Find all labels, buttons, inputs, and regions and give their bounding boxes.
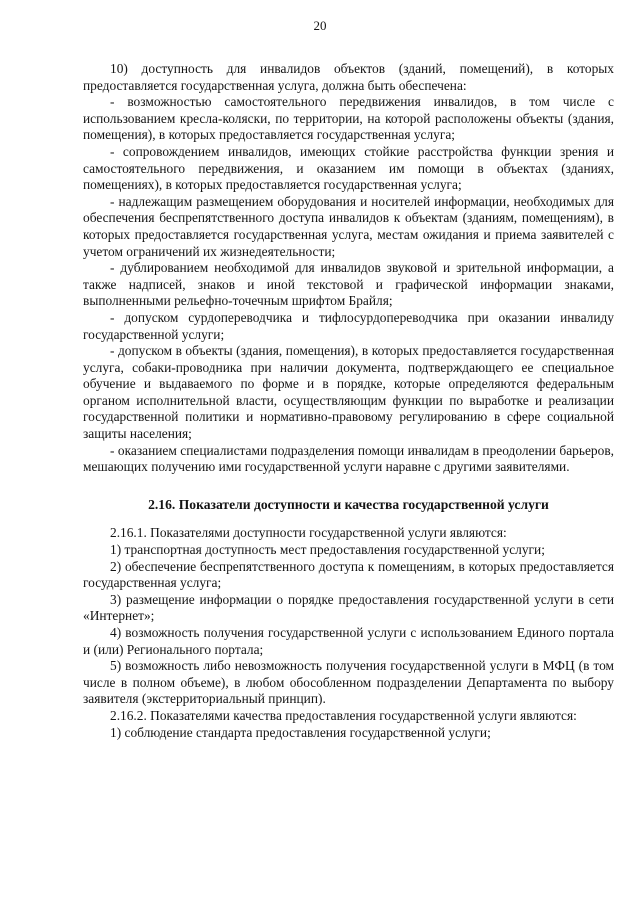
list-item-unhindered-access: 2) обеспечение беспрепятственного доступа к помещениям, в которых предоставляется государственная услуга; [83,558,614,591]
list-item-specialist-assistance: - оказанием специалистами подразделения помощи инвалидам в преодолении барьеров, мешающих получению ими государственной услуги наравне с другими заявителями. [83,442,614,475]
document-body [83,61,614,741]
list-item-standard-compliance: 1) соблюдение стандарта предоставления государственной услуги; [110,724,491,740]
list-item-transport-access: 1) транспортная доступность мест предоставления государственной услуги; [110,542,545,558]
list-item-sign-interpreter: - допуском сурдопереводчика и тифлосурдопереводчика при оказании инвалиду государственной услуги; [83,309,614,342]
list-item-independent-movement: - возможностью самостоятельного передвижения инвалидов, в том числе с использованием кресла-коляски, по территории, на которой расположены объекты (здания, помещения), в которых предоставляется государственная услуга; [83,94,614,143]
list-item-escort: - сопровождением инвалидов, имеющих стойкие расстройства функции зрения и самостоятельного передвижения, и оказанием им помощи в объектах (зданиях, помещениях), в которых предоставляется государственная услуга; [83,143,614,193]
paragraph-2-16-2-intro: 2.16.2. Показателями качества предоставления государственной услуги являются: [110,707,577,723]
list-item-internet-info: 3) размещение информации о порядке предоставления государственной услуги в сети «Интернет»; [83,591,614,624]
list-item-mfc-access: 5) возможность либо невозможность получения государственной услуги в МФЦ (в том числе в полном объеме), в любом обособленном подразделении Департамента по выбору заявителя (экстерриториальный принцип). [83,658,614,707]
list-item-portal-access: 4) возможность получения государственной услуги с использованием Единого портала и (или) Регионального портала; [83,625,614,657]
paragraph-accessibility-intro: 10) доступность для инвалидов объектов (зданий, помещений), в которых предоставляется государственная услуга, должна быть обеспечена: [83,61,614,93]
list-item-braille-duplication: - дублированием необходимой для инвалидов звуковой и зрительной информации, а также надписей, знаков и иной текстовой и графической информации знаками, выполненными рельефно-точечным шрифтом Брайля; [83,260,614,309]
section-heading-2-16: 2.16. Показатели доступности и качества государственной услуги [148,496,549,512]
paragraph-2-16-1-intro: 2.16.1. Показателями доступности государственной услуги являются: [110,525,507,541]
list-item-guide-dog: - допуском в объекты (здания, помещения), в которых предоставляется государственная услуга, собаки-проводника при наличии документа, подтверждающего ее специальное обучение и выдаваемого по форме и в порядке, которые определяются федеральным органом исполнительной власти, осуществляющим функции по выработке и реализации государственной политики и нормативно-правовому регулированию в сфере социальной защиты населения; [83,343,614,442]
list-item-equipment-placement: - надлежащим размещением оборудования и носителей информации, необходимых для обеспечения беспрепятственного доступа инвалидов к объектам (зданиям, помещениям), в которых предоставляется государственная услуга, местам ожидания и приема заявителей с учетом ограничений их жизнедеятельности; [83,193,614,259]
page-number: 20 [313,18,327,33]
